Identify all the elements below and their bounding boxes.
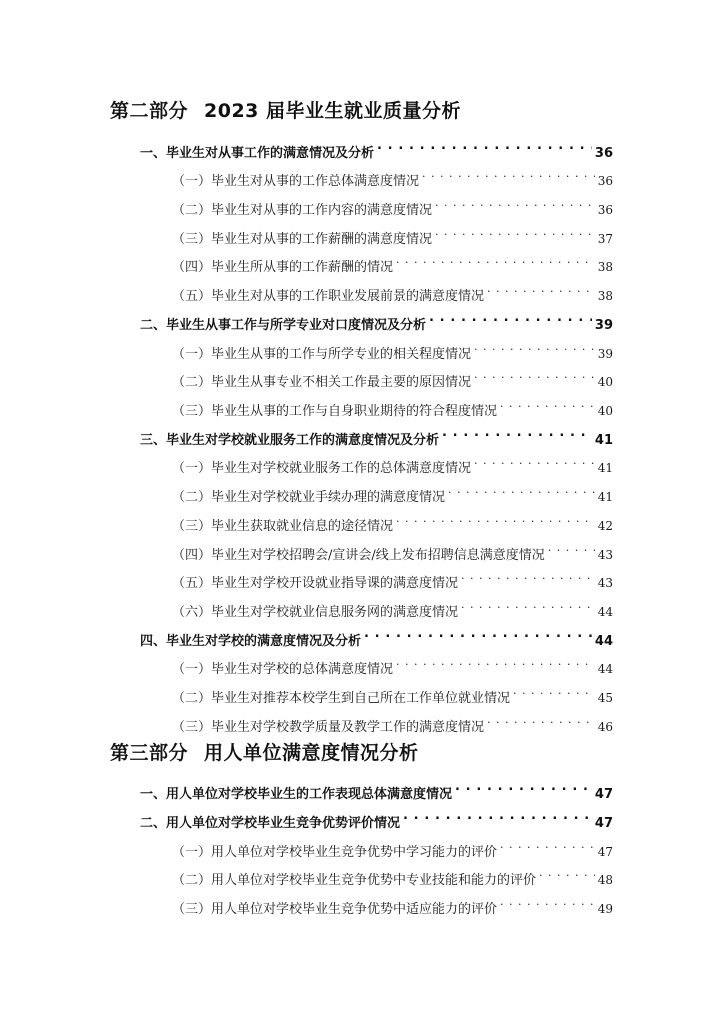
dot-leader — [435, 192, 595, 214]
entry-title: （二）毕业生从事专业不相关工作最主要的原因情况 — [172, 375, 472, 390]
page-number: 44 — [597, 662, 613, 676]
page-number: 41 — [594, 433, 613, 448]
page-number: 39 — [597, 347, 613, 361]
page-number: 49 — [597, 902, 613, 916]
entry-title: （一）毕业生对从事的工作总体满意度情况 — [172, 174, 420, 189]
toc-entry[interactable] — [140, 623, 613, 649]
entry-title: （四）毕业生所从事的工作薪酬的情况 — [172, 260, 394, 275]
toc-entry[interactable] — [172, 364, 613, 390]
toc-entry[interactable] — [172, 249, 613, 275]
part-heading — [110, 96, 461, 123]
dot-leader — [396, 651, 595, 673]
part-label: 第二部分 — [110, 100, 189, 122]
toc-entry[interactable] — [172, 508, 613, 534]
page-number: 36 — [597, 174, 613, 188]
toc-entry[interactable] — [172, 163, 613, 189]
dot-leader — [461, 565, 595, 587]
entry-title: （一）毕业生从事的工作与所学专业的相关程度情况 — [172, 347, 472, 362]
toc-entry[interactable] — [140, 135, 613, 161]
entry-title: （二）毕业生对从事的工作内容的满意度情况 — [172, 203, 433, 218]
entry-title: 三、毕业生对学校就业服务工作的满意度情况及分析 — [140, 433, 440, 448]
dot-leader — [474, 336, 595, 358]
entry-title: （三）毕业生从事的工作与自身职业期待的符合程度情况 — [172, 404, 498, 419]
dot-leader — [500, 891, 595, 913]
toc-entry[interactable] — [172, 891, 613, 917]
dot-leader — [500, 834, 595, 856]
toc-entry[interactable] — [140, 776, 613, 802]
dot-leader — [548, 537, 595, 559]
dot-leader — [377, 135, 592, 157]
dot-leader — [396, 249, 595, 271]
entry-title: 一、毕业生对从事工作的满意情况及分析 — [140, 146, 375, 161]
dot-leader — [513, 680, 595, 702]
dot-leader — [474, 364, 595, 386]
entry-title: （五）毕业生对从事的工作职业发展前景的满意度情况 — [172, 289, 485, 304]
part-title: 用人单位满意度情况分析 — [204, 742, 419, 764]
toc-entry[interactable] — [172, 450, 613, 476]
toc-entry[interactable] — [140, 805, 613, 831]
dot-leader — [500, 393, 595, 415]
page-number: 41 — [597, 461, 613, 475]
toc-entry[interactable] — [172, 393, 613, 419]
toc-entry[interactable] — [172, 278, 613, 304]
toc-entry[interactable] — [172, 565, 613, 591]
page-number: 44 — [594, 634, 613, 649]
page-number: 40 — [597, 404, 613, 418]
entry-title: 二、用人单位对学校毕业生竞争优势评价情况 — [140, 816, 401, 831]
entry-title: （三）用人单位对学校毕业生竞争优势中适应能力的评价 — [172, 902, 498, 917]
page-number: 36 — [597, 203, 613, 217]
page-number: 41 — [597, 490, 613, 504]
toc-entry[interactable] — [140, 307, 613, 333]
dot-leader — [435, 221, 595, 243]
dot-leader — [461, 594, 595, 616]
toc-entry[interactable] — [172, 834, 613, 860]
page-number: 42 — [597, 519, 613, 533]
page-number: 39 — [594, 318, 613, 333]
entry-title: （三）毕业生对学校教学质量及教学工作的满意度情况 — [172, 720, 485, 735]
page-number: 38 — [597, 260, 613, 274]
entry-title: （三）毕业生对从事的工作薪酬的满意度情况 — [172, 232, 433, 247]
page-number: 40 — [597, 375, 613, 389]
dot-leader — [474, 450, 595, 472]
part-title: 2023 届毕业生就业质量分析 — [204, 100, 462, 122]
page-number: 48 — [597, 873, 613, 887]
page-number: 47 — [594, 816, 613, 831]
toc-entry[interactable] — [172, 221, 613, 247]
entry-title: （五）毕业生对学校开设就业指导课的满意度情况 — [172, 576, 459, 591]
toc-entry[interactable] — [172, 862, 613, 888]
toc-entry[interactable] — [172, 537, 613, 563]
entry-title: （三）毕业生获取就业信息的途径情况 — [172, 519, 394, 534]
dot-leader — [403, 805, 592, 827]
page-number: 36 — [594, 146, 613, 161]
page-number: 46 — [597, 720, 613, 734]
dot-leader — [442, 422, 592, 444]
toc-entry[interactable] — [172, 192, 613, 218]
page-number: 43 — [597, 576, 613, 590]
entry-title: （一）用人单位对学校毕业生竞争优势中学习能力的评价 — [172, 845, 498, 860]
entry-title: （一）毕业生对学校就业服务工作的总体满意度情况 — [172, 461, 472, 476]
entry-title: （二）毕业生对推荐本校学生到自己所在工作单位就业情况 — [172, 691, 511, 706]
entry-title: （二）毕业生对学校就业手续办理的满意度情况 — [172, 490, 446, 505]
entry-title: 二、毕业生从事工作与所学专业对口度情况及分析 — [140, 318, 427, 333]
toc-entry[interactable] — [140, 422, 613, 448]
dot-leader — [448, 479, 595, 501]
page-number: 45 — [597, 691, 613, 705]
page-number: 47 — [594, 787, 613, 802]
dot-leader — [487, 709, 595, 731]
toc-entry[interactable] — [172, 709, 613, 735]
entry-title: （二）用人单位对学校毕业生竞争优势中专业技能和能力的评价 — [172, 873, 537, 888]
toc-entry[interactable] — [172, 479, 613, 505]
entry-title: 四、毕业生对学校的满意度情况及分析 — [140, 634, 362, 649]
toc-entry[interactable] — [172, 336, 613, 362]
toc-entry[interactable] — [172, 594, 613, 620]
dot-leader — [422, 163, 595, 185]
dot-leader — [429, 307, 592, 329]
page-number: 37 — [597, 232, 613, 246]
toc-entry[interactable] — [172, 680, 613, 706]
entry-title: （一）毕业生对学校的总体满意度情况 — [172, 662, 394, 677]
page-number: 47 — [597, 845, 613, 859]
dot-leader — [364, 623, 592, 645]
part-label: 第三部分 — [110, 742, 189, 764]
dot-leader — [487, 278, 595, 300]
entry-title: （四）毕业生对学校招聘会/宣讲会/线上发布招聘信息满意度情况 — [172, 548, 545, 563]
dot-leader — [539, 862, 595, 884]
entry-title: 一、用人单位对学校毕业生的工作表现总体满意度情况 — [140, 787, 453, 802]
entry-title: （六）毕业生对学校就业信息服务网的满意度情况 — [172, 605, 459, 620]
dot-leader — [455, 776, 592, 798]
dot-leader — [396, 508, 595, 530]
toc-entry[interactable] — [172, 651, 613, 677]
part-heading — [110, 738, 419, 765]
page-number: 38 — [597, 289, 613, 303]
page-number: 43 — [597, 548, 613, 562]
page-number: 44 — [597, 605, 613, 619]
